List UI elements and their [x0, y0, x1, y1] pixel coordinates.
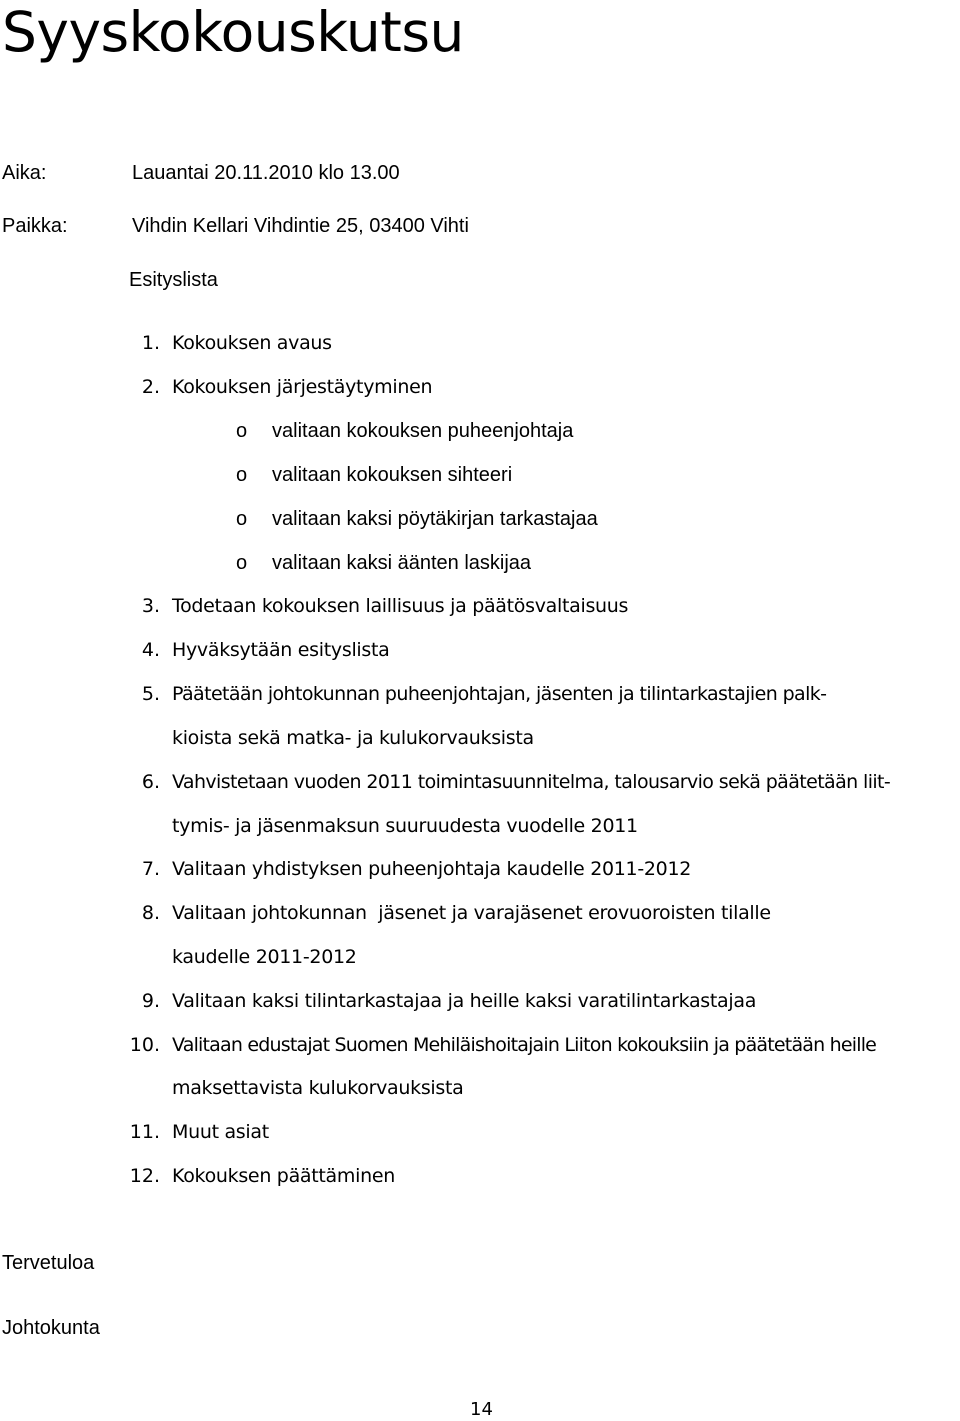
- time-value: Lauantai 20.11.2010 klo 13.00: [132, 162, 400, 184]
- item-number: 6.: [141, 771, 160, 793]
- sub-item-text: valitaan kaksi pöytäkirjan tarkastajaa: [272, 508, 598, 530]
- bullet-marker: o: [236, 420, 248, 442]
- bullet-marker: o: [236, 464, 248, 486]
- item-number: 12.: [129, 1165, 160, 1187]
- item-text: Kokouksen avaus: [172, 332, 332, 354]
- item-text-continued: tymis- ja jäsenmaksun suuruudesta vuodelle 2011: [172, 815, 638, 837]
- item-text: Vahvistetaan vuoden 2011 toimintasuunnitelma, talousarvio sekä päätetään liit-: [172, 771, 891, 793]
- bullet-marker: o: [236, 508, 248, 530]
- item-text-continued: kioista sekä matka- ja kulukorvauksista: [172, 727, 534, 749]
- item-text: Hyväksytään esityslista: [172, 639, 390, 661]
- agenda-heading: Esityslista: [129, 269, 218, 291]
- item-text: Muut asiat: [172, 1121, 269, 1143]
- item-number: 2.: [141, 376, 160, 398]
- item-text: Kokouksen päättäminen: [172, 1165, 395, 1187]
- item-text: Päätetään johtokunnan puheenjohtajan, jäsenten ja tilintarkastajien palk-: [172, 683, 827, 705]
- closing-signature: Johtokunta: [2, 1317, 100, 1339]
- item-text: Valitaan kaksi tilintarkastajaa ja heille kaksi varatilintarkastajaa: [172, 990, 757, 1012]
- item-number: 3.: [141, 595, 160, 617]
- time-label: Aika:: [2, 162, 47, 184]
- item-text: Valitaan yhdistyksen puheenjohtaja kaudelle 2011-2012: [172, 858, 692, 880]
- item-number: 1.: [141, 332, 160, 354]
- item-text: Kokouksen järjestäytyminen: [172, 376, 433, 398]
- document-title: Syyskokouskutsu: [2, 0, 464, 64]
- sub-item-text: valitaan kaksi äänten laskijaa: [272, 552, 532, 574]
- place-value: Vihdin Kellari Vihdintie 25, 03400 Vihti: [132, 215, 469, 237]
- sub-item-text: valitaan kokouksen puheenjohtaja: [272, 420, 574, 442]
- bullet-marker: o: [236, 552, 248, 574]
- item-text: Valitaan edustajat Suomen Mehiläishoitajain Liiton kokouksiin ja päätetään heille: [172, 1034, 877, 1056]
- item-text: Valitaan johtokunnan jäsenet ja varajäsenet erovuoroisten tilalle: [172, 902, 771, 924]
- item-number: 8.: [141, 902, 160, 924]
- item-number: 10.: [129, 1034, 160, 1056]
- item-number: 9.: [141, 990, 160, 1012]
- closing-greeting: Tervetuloa: [2, 1252, 95, 1274]
- place-label: Paikka:: [2, 215, 68, 237]
- item-number: 7.: [141, 858, 160, 880]
- item-text: Todetaan kokouksen laillisuus ja päätösvaltaisuus: [172, 595, 629, 617]
- sub-item-text: valitaan kokouksen sihteeri: [272, 464, 513, 486]
- item-text-continued: maksettavista kulukorvauksista: [172, 1077, 464, 1099]
- item-number: 5.: [141, 683, 160, 705]
- item-text-continued: kaudelle 2011-2012: [172, 946, 357, 968]
- item-number: 4.: [141, 639, 160, 661]
- item-number: 11.: [129, 1121, 160, 1143]
- page-number: 14: [470, 1399, 493, 1420]
